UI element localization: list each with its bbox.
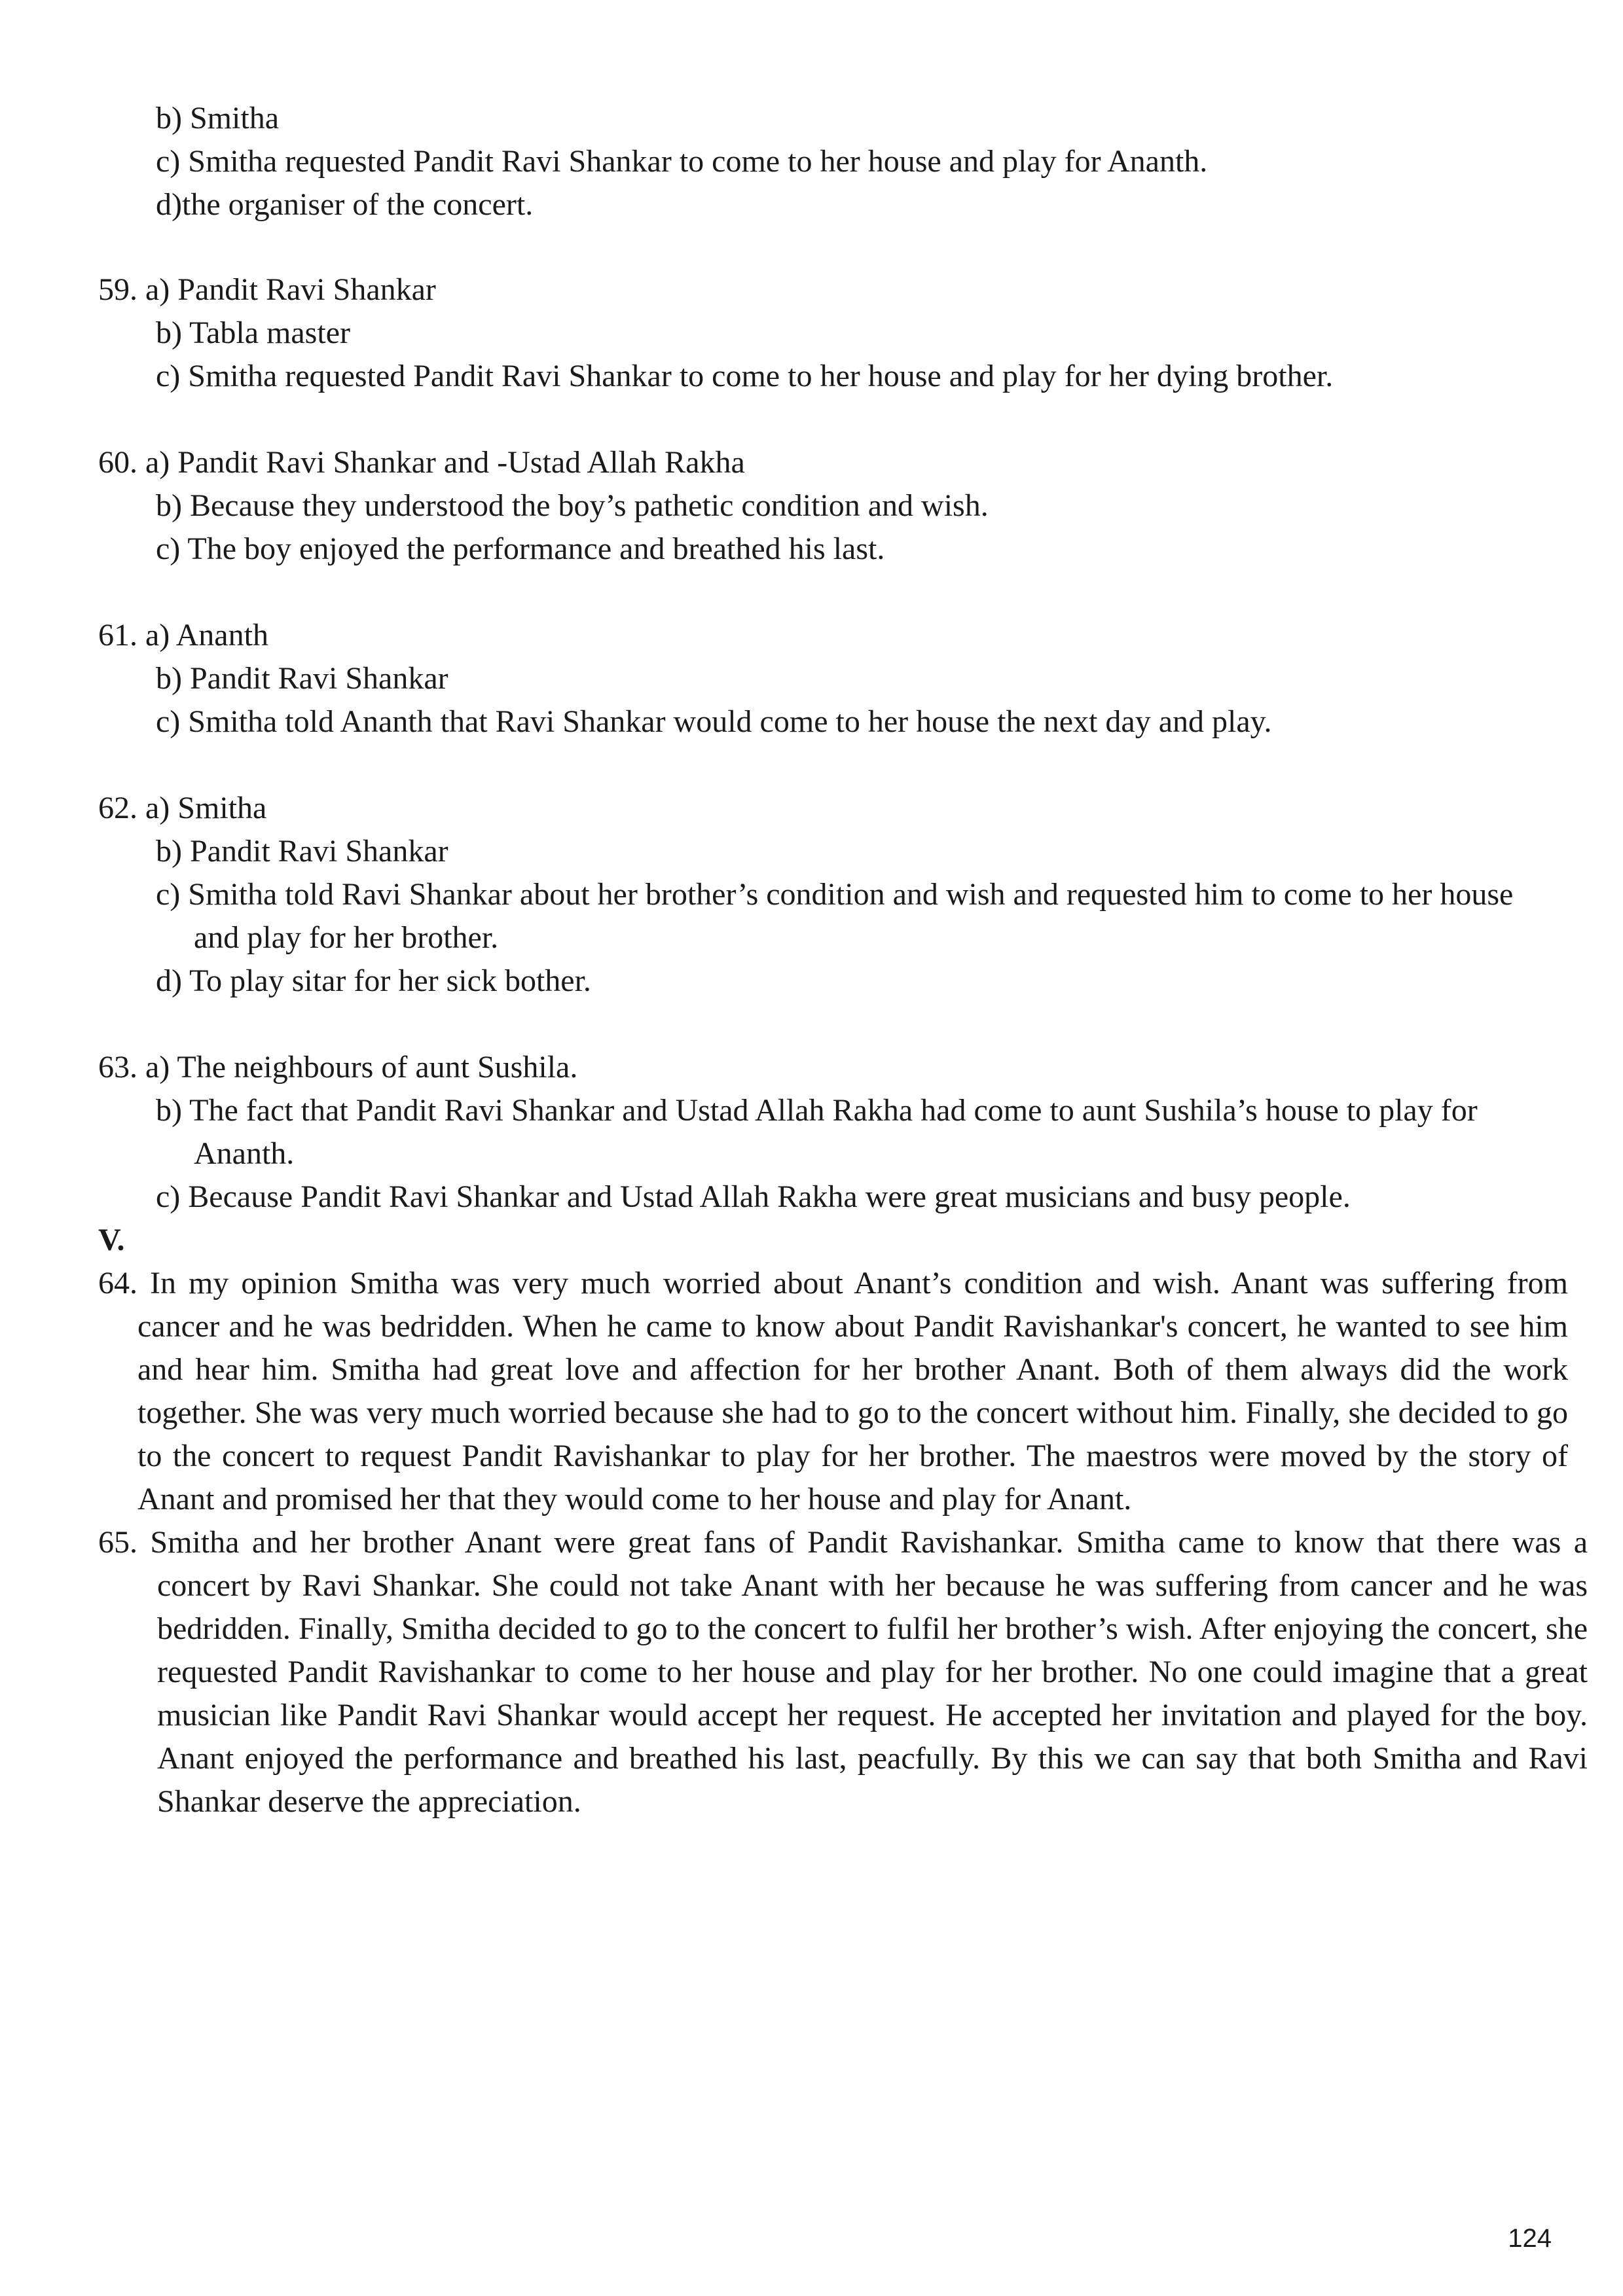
answer-group-63 (98, 1046, 1539, 1219)
q61-c: c) Smitha told Ananth that Ravi Shankar would come to her house the next day and play. (156, 704, 1272, 739)
answer-group-62 (98, 787, 1539, 1003)
section-v-heading: V. (98, 1223, 125, 1257)
q62-c: c) Smitha told Ravi Shankar about her brother’s condition and wish and requested him to come to her house and play for her brother. (156, 877, 1514, 955)
q60-c: c) The boy enjoyed the performance and breathed his last. (156, 531, 885, 566)
answer-paragraph-65: 65. Smitha and her brother Anant were great fans of Pandit Ravishankar. Smitha came to know that there was a concert by Ravi Shankar. She could not take Anant with her because he was suffering from cancer and he was bedridden. Finally, Smitha decided to go to the concert to fulfil her brother’s wish. After enjoying the concert, she requested Pandit Ravishankar to come to her house and play for her brother. No one could imagine that a great musician like Pandit Ravi Shankar would accept her request. He accepted her invitation and played for the boy. Anant enjoyed the performance and breathed his last, peacfully. By this we can say that both Smitha and Ravi Shankar deserve the appreciation. (98, 1525, 1588, 1819)
answer-group-61 (98, 614, 1539, 744)
q63-c: c) Because Pandit Ravi Shankar and Ustad Allah Rakha were great musicians and busy people. (156, 1179, 1351, 1214)
q61-a: 61. a) Ananth (98, 618, 268, 653)
continued-answers (156, 97, 1531, 226)
q59-a: 59. a) Pandit Ravi Shankar (98, 272, 436, 307)
q63-a: 63. a) The neighbours of aunt Sushila. (98, 1050, 578, 1085)
answer-group-60 (98, 441, 1539, 571)
q60-b: b) Because they understood the boy’s pathetic condition and wish. (156, 488, 989, 523)
q62-a: 62. a) Smitha (98, 791, 267, 825)
answer-group-59 (98, 268, 1539, 398)
answer-c-request: c) Smitha requested Pandit Ravi Shankar to come to her house and play for Ananth. (156, 144, 1208, 179)
q60-a: 60. a) Pandit Ravi Shankar and -Ustad Allah Rakha (98, 445, 745, 480)
q62-d: d) To play sitar for her sick bother. (156, 963, 591, 998)
answer-paragraph-64: 64. In my opinion Smitha was very much worried about Anant’s condition and wish. Anant was suffering from cancer and he was bedridden. When he came to know about Pandit Ravishankar's concert, he wanted to see him and hear him. Smitha had great love and affection for her brother Anant. Both of them always did the work together. She was very much worried because she had to go to the concert without him. Finally, she decided to go to the concert to request Pandit Ravishankar to play for her brother. The maestros were moved by the story of Anant and promised her that they would come to her house and play for Anant. (98, 1266, 1568, 1516)
q61-b: b) Pandit Ravi Shankar (156, 661, 448, 696)
q59-b: b) Tabla master (156, 315, 350, 350)
answer-key (98, 268, 1588, 1823)
q59-c: c) Smitha requested Pandit Ravi Shankar to come to her house and play for her dying brother. (156, 359, 1334, 393)
q62-b: b) Pandit Ravi Shankar (156, 834, 448, 869)
page-number: 124 (1508, 2224, 1552, 2253)
answer-b-smitha: b) Smitha (156, 101, 279, 135)
answer-d-organiser: d)the organiser of the concert. (156, 187, 534, 222)
q63-b: b) The fact that Pandit Ravi Shankar and Ustad Allah Rakha had come to aunt Sushila’s house to play for Ananth. (156, 1093, 1478, 1171)
